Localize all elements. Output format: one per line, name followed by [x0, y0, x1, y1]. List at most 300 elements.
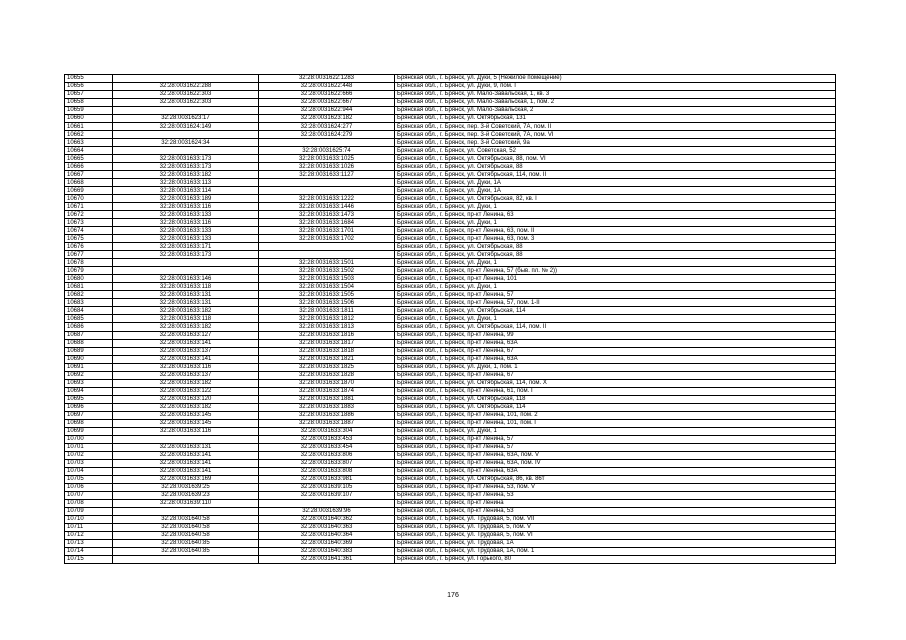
- object-cadastral-number-cell: [259, 499, 395, 507]
- address-cell: Брянская обл., г. Брянск, ул. Мало-Завальская, 1, пом. 2: [395, 99, 836, 107]
- address-cell: Брянская обл., г. Брянск, ул. Советская, 52: [395, 147, 836, 155]
- row-number-cell: 10665: [65, 155, 113, 163]
- address-cell: Брянская обл., г. Брянск, пр-кт Ленина, 63, пом. II: [395, 227, 836, 235]
- table-row: [65, 259, 836, 267]
- object-cadastral-number-cell: 32:28:0031633:1817: [259, 339, 395, 347]
- row-number-cell: 10708: [65, 499, 113, 507]
- address-cell: Брянская обл., г. Брянск, пр-кт Ленина, 57: [395, 443, 836, 451]
- table-row: [65, 507, 836, 515]
- table-row: [65, 275, 836, 283]
- object-cadastral-number-cell: 32:28:0031640:364: [259, 531, 395, 539]
- address-cell: Брянская обл., г. Брянск, пр-кт Ленина, 63А: [395, 339, 836, 347]
- object-cadastral-number-cell: 32:28:0031633:1825: [259, 363, 395, 371]
- row-number-cell: 10681: [65, 283, 113, 291]
- table-row: [65, 427, 836, 435]
- table-row: [65, 475, 836, 483]
- table-row: [65, 339, 836, 347]
- address-cell: Брянская обл., г. Брянск, пер. 3-й Советский, 9а: [395, 139, 836, 147]
- table-row: [65, 419, 836, 427]
- row-number-cell: 10675: [65, 235, 113, 243]
- row-number-cell: 10663: [65, 139, 113, 147]
- table-row: [65, 459, 836, 467]
- address-cell: Брянская обл., г. Брянск, ул. Октябрьская, 82, кв. I: [395, 195, 836, 203]
- address-cell: Брянская обл., г. Брянск, пр-кт Ленина, 63А: [395, 355, 836, 363]
- address-cell: Брянская обл., г. Брянск, пр-кт Ленина, 61, пом. I: [395, 387, 836, 395]
- land-cadastral-number-cell: 32:28:0031633:145: [113, 411, 259, 419]
- object-cadastral-number-cell: 32:28:0031633:304: [259, 427, 395, 435]
- object-cadastral-number-cell: 32:28:0031633:1881: [259, 395, 395, 403]
- address-cell: Брянская обл., г. Брянск, пр-кт Ленина, 63А, пом. V: [395, 451, 836, 459]
- row-number-cell: 10711: [65, 523, 113, 531]
- row-number-cell: 10694: [65, 387, 113, 395]
- row-number-cell: 10685: [65, 315, 113, 323]
- land-cadastral-number-cell: 32:28:0031633:131: [113, 291, 259, 299]
- object-cadastral-number-cell: 32:28:0031633:1886: [259, 411, 395, 419]
- land-cadastral-number-cell: 32:28:0031640:58: [113, 531, 259, 539]
- table-row: [65, 515, 836, 523]
- table-row: [65, 115, 836, 123]
- land-cadastral-number-cell: [113, 147, 259, 155]
- table-row: [65, 179, 836, 187]
- row-number-cell: 10658: [65, 99, 113, 107]
- table-row: [65, 363, 836, 371]
- address-cell: Брянская обл., г. Брянск, ул. Мало-Завальская, 2: [395, 107, 836, 115]
- address-cell: Брянская обл., г. Брянск, пр-кт Ленина, 67: [395, 371, 836, 379]
- table-row: [65, 219, 836, 227]
- land-cadastral-number-cell: 32:28:0031624:34: [113, 139, 259, 147]
- object-cadastral-number-cell: 32:28:0031633:1874: [259, 387, 395, 395]
- object-cadastral-number-cell: 32:28:0031633:1812: [259, 315, 395, 323]
- table-row: [65, 539, 836, 547]
- address-cell: Брянская обл., г. Брянск, пр-кт Ленина, 57, пом. 1-II: [395, 299, 836, 307]
- table-row: [65, 203, 836, 211]
- land-cadastral-number-cell: 32:28:0031633:120: [113, 395, 259, 403]
- row-number-cell: 10698: [65, 419, 113, 427]
- address-cell: Брянская обл., г. Брянск, ул. Октябрьская, 86, кв. 86т: [395, 475, 836, 483]
- land-cadastral-number-cell: 32:28:0031639:23: [113, 491, 259, 499]
- address-cell: Брянская обл., г. Брянск, ул. Трудовая, 1А, пом. 1: [395, 547, 836, 555]
- object-cadastral-number-cell: 32:28:0031633:1222: [259, 195, 395, 203]
- object-cadastral-number-cell: 32:28:0031640:362: [259, 515, 395, 523]
- row-number-cell: 10661: [65, 123, 113, 131]
- object-cadastral-number-cell: 32:28:0031633:1818: [259, 347, 395, 355]
- land-cadastral-number-cell: 32:28:0031633:173: [113, 155, 259, 163]
- object-cadastral-number-cell: [259, 139, 395, 147]
- land-cadastral-number-cell: 32:28:0031639:25: [113, 483, 259, 491]
- row-number-cell: 10677: [65, 251, 113, 259]
- row-number-cell: 10655: [65, 75, 113, 83]
- land-cadastral-number-cell: 32:28:0031633:145: [113, 419, 259, 427]
- land-cadastral-number-cell: 32:28:0031633:118: [113, 283, 259, 291]
- address-cell: Брянская обл., г. Брянск, пр-кт Ленина, 101, пом. 2: [395, 411, 836, 419]
- page-number: 176: [447, 592, 459, 599]
- table-row: [65, 443, 836, 451]
- object-cadastral-number-cell: 32:28:0031623:182: [259, 115, 395, 123]
- address-cell: Брянская обл., г. Брянск, ул. Октябрьская, 114: [395, 307, 836, 315]
- object-cadastral-number-cell: 32:28:0031622:944: [259, 107, 395, 115]
- land-cadastral-number-cell: 32:28:0031633:131: [113, 443, 259, 451]
- table-row: [65, 187, 836, 195]
- row-number-cell: 10710: [65, 515, 113, 523]
- address-cell: Брянская обл., г. Брянск, пр-кт Ленина, 57: [395, 291, 836, 299]
- address-cell: Брянская обл., г. Брянск, ул. Октябрьская, 118: [395, 395, 836, 403]
- land-cadastral-number-cell: 32:28:0031633:137: [113, 371, 259, 379]
- address-cell: Брянская обл., г. Брянск, ул. Октябрьская, 114, пом. II: [395, 171, 836, 179]
- table-row: [65, 435, 836, 443]
- table-row: [65, 171, 836, 179]
- object-cadastral-number-cell: 32:28:0031633:1887: [259, 419, 395, 427]
- land-cadastral-number-cell: 32:28:0031633:182: [113, 379, 259, 387]
- object-cadastral-number-cell: 32:28:0031633:1501: [259, 259, 395, 267]
- land-cadastral-number-cell: 32:28:0031633:133: [113, 227, 259, 235]
- row-number-cell: 10664: [65, 147, 113, 155]
- object-cadastral-number-cell: 32:28:0031633:981: [259, 475, 395, 483]
- land-cadastral-number-cell: [113, 555, 259, 563]
- table-row: [65, 267, 836, 275]
- table-row: [65, 227, 836, 235]
- address-cell: Брянская обл., г. Брянск, ул. Мало-Завальская, 1, кв. 3: [395, 91, 836, 99]
- address-cell: Брянская обл., г. Брянск, ул. Трудовая, 5, пом. V: [395, 523, 836, 531]
- land-cadastral-number-cell: 32:28:0031639:110: [113, 499, 259, 507]
- registry-table: [64, 74, 836, 564]
- address-cell: Брянская обл., г. Брянск, ул. Дуки, 1, пом. 1: [395, 363, 836, 371]
- row-number-cell: 10672: [65, 211, 113, 219]
- land-cadastral-number-cell: 32:28:0031633:182: [113, 171, 259, 179]
- row-number-cell: 10674: [65, 227, 113, 235]
- address-cell: Брянская обл., г. Брянск, пр-кт Ленина, 67: [395, 347, 836, 355]
- address-cell: Брянская обл., г. Брянск, ул. Дуки, 1: [395, 283, 836, 291]
- table-row: [65, 243, 836, 251]
- address-cell: Брянская обл., г. Брянск, пр-кт Ленина, 53, пом. V: [395, 483, 836, 491]
- table-row: [65, 123, 836, 131]
- row-number-cell: 10682: [65, 291, 113, 299]
- land-cadastral-number-cell: 32:28:0031633:116: [113, 203, 259, 211]
- row-number-cell: 10697: [65, 411, 113, 419]
- row-number-cell: 10660: [65, 115, 113, 123]
- object-cadastral-number-cell: 32:28:0031633:1502: [259, 267, 395, 275]
- address-cell: Брянская обл., г. Брянск, пр-кт Ленина, 63, пом. 3: [395, 235, 836, 243]
- land-cadastral-number-cell: 32:28:0031633:182: [113, 403, 259, 411]
- row-number-cell: 10693: [65, 379, 113, 387]
- table-row: [65, 523, 836, 531]
- row-number-cell: 10656: [65, 83, 113, 91]
- table-row: [65, 411, 836, 419]
- row-number-cell: 10666: [65, 163, 113, 171]
- object-cadastral-number-cell: 32:28:0031625:74: [259, 147, 395, 155]
- table-row: [65, 499, 836, 507]
- object-cadastral-number-cell: [259, 251, 395, 259]
- table-row: [65, 147, 836, 155]
- land-cadastral-number-cell: 32:28:0031640:85: [113, 539, 259, 547]
- table-row: [65, 235, 836, 243]
- table-row: [65, 555, 836, 563]
- address-cell: Брянская обл., г. Брянск, ул. Октябрьская, 88: [395, 163, 836, 171]
- registry-table-body: [65, 75, 836, 564]
- object-cadastral-number-cell: 32:28:0031639:107: [259, 491, 395, 499]
- row-number-cell: 10678: [65, 259, 113, 267]
- land-cadastral-number-cell: 32:28:0031633:133: [113, 235, 259, 243]
- object-cadastral-number-cell: 32:28:0031633:806: [259, 451, 395, 459]
- object-cadastral-number-cell: 32:28:0031633:807: [259, 459, 395, 467]
- land-cadastral-number-cell: 32:28:0031633:113: [113, 179, 259, 187]
- object-cadastral-number-cell: 32:28:0031633:1026: [259, 163, 395, 171]
- address-cell: Брянская обл., г. Брянск, ул. Дуки, 1: [395, 315, 836, 323]
- object-cadastral-number-cell: 32:28:0031640:363: [259, 523, 395, 531]
- object-cadastral-number-cell: 32:28:0031633:1684: [259, 219, 395, 227]
- table-row: [65, 107, 836, 115]
- address-cell: Брянская обл., г. Брянск, пр-кт Ленина, 63: [395, 211, 836, 219]
- row-number-cell: 10690: [65, 355, 113, 363]
- address-cell: Брянская обл., г. Брянск, ул. Дуки, 1А: [395, 179, 836, 187]
- land-cadastral-number-cell: 32:28:0031633:182: [113, 323, 259, 331]
- land-cadastral-number-cell: 32:28:0031623:17: [113, 115, 259, 123]
- land-cadastral-number-cell: 32:28:0031633:131: [113, 299, 259, 307]
- address-cell: Брянская обл., г. Брянск, ул. Дуки, 9, пом. I: [395, 83, 836, 91]
- address-cell: Брянская обл., г. Брянск, ул. Октябрьская, 114, пом. X: [395, 379, 836, 387]
- address-cell: Брянская обл., г. Брянск, ул. Дуки, 1: [395, 427, 836, 435]
- table-row: [65, 355, 836, 363]
- table-row: [65, 75, 836, 83]
- land-cadastral-number-cell: 32:28:0031633:118: [113, 315, 259, 323]
- land-cadastral-number-cell: [113, 507, 259, 515]
- row-number-cell: 10699: [65, 427, 113, 435]
- address-cell: Брянская обл., г. Брянск, пр-кт Ленина, 63А, пом. IV: [395, 459, 836, 467]
- object-cadastral-number-cell: 32:28:0031624:279: [259, 131, 395, 139]
- land-cadastral-number-cell: 32:28:0031633:141: [113, 459, 259, 467]
- row-number-cell: 10707: [65, 491, 113, 499]
- land-cadastral-number-cell: [113, 435, 259, 443]
- row-number-cell: 10701: [65, 443, 113, 451]
- table-row: [65, 483, 836, 491]
- row-number-cell: 10683: [65, 299, 113, 307]
- object-cadastral-number-cell: 32:28:0031622:667: [259, 99, 395, 107]
- row-number-cell: 10706: [65, 483, 113, 491]
- address-cell: Брянская обл., г. Брянск, пер. 3-й Советский, 7А, пом. VI: [395, 131, 836, 139]
- table-row: [65, 83, 836, 91]
- land-cadastral-number-cell: [113, 107, 259, 115]
- row-number-cell: 10689: [65, 347, 113, 355]
- table-row: [65, 131, 836, 139]
- land-cadastral-number-cell: 32:28:0031633:141: [113, 451, 259, 459]
- land-cadastral-number-cell: 32:28:0031633:141: [113, 355, 259, 363]
- table-row: [65, 139, 836, 147]
- object-cadastral-number-cell: 32:28:0031633:1702: [259, 235, 395, 243]
- object-cadastral-number-cell: 32:28:0031633:453: [259, 435, 395, 443]
- address-cell: Брянская обл., г. Брянск, ул. Дуки, 1: [395, 203, 836, 211]
- table-row: [65, 347, 836, 355]
- row-number-cell: 10687: [65, 331, 113, 339]
- table-row: [65, 371, 836, 379]
- address-cell: Брянская обл., г. Брянск, пер. 3-й Советский, 7А, пом. II: [395, 123, 836, 131]
- table-row: [65, 531, 836, 539]
- object-cadastral-number-cell: 32:28:0031633:1828: [259, 371, 395, 379]
- land-cadastral-number-cell: 32:28:0031640:58: [113, 515, 259, 523]
- table-row: [65, 99, 836, 107]
- land-cadastral-number-cell: 32:28:0031633:137: [113, 347, 259, 355]
- land-cadastral-number-cell: 32:28:0031633:146: [113, 275, 259, 283]
- table-row: [65, 251, 836, 259]
- address-cell: Брянская обл., г. Брянск, пр-кт Ленина, 53: [395, 507, 836, 515]
- address-cell: Брянская обл., г. Брянск, пр-кт Ленина, 57: [395, 435, 836, 443]
- object-cadastral-number-cell: 32:28:0031633:1883: [259, 403, 395, 411]
- table-row: [65, 547, 836, 555]
- address-cell: Брянская обл., г. Брянск, ул. Октябрьская, 88: [395, 251, 836, 259]
- land-cadastral-number-cell: 32:28:0031633:173: [113, 251, 259, 259]
- row-number-cell: 10657: [65, 91, 113, 99]
- row-number-cell: 10695: [65, 395, 113, 403]
- row-number-cell: 10671: [65, 203, 113, 211]
- object-cadastral-number-cell: 32:28:0031633:1127: [259, 171, 395, 179]
- row-number-cell: 10692: [65, 371, 113, 379]
- land-cadastral-number-cell: 32:28:0031633:116: [113, 427, 259, 435]
- address-cell: Брянская обл., г. Брянск, ул. Трудовая, 5, пом. VI: [395, 531, 836, 539]
- address-cell: Брянская обл., г. Брянск, ул. Дуки, 1А: [395, 187, 836, 195]
- address-cell: Брянская обл., г. Брянск, ул. Трудовая, 5, пом. VII: [395, 515, 836, 523]
- object-cadastral-number-cell: 32:28:0031633:1505: [259, 291, 395, 299]
- object-cadastral-number-cell: 32:28:0031640:383: [259, 547, 395, 555]
- land-cadastral-number-cell: [113, 259, 259, 267]
- table-row: [65, 467, 836, 475]
- row-number-cell: 10659: [65, 107, 113, 115]
- address-cell: Брянская обл., г. Брянск, ул. Октябрьская, 114: [395, 403, 836, 411]
- object-cadastral-number-cell: 32:28:0031633:1816: [259, 331, 395, 339]
- address-cell: Брянская обл., г. Брянск, пр-кт Ленина, 101, пом. I: [395, 419, 836, 427]
- object-cadastral-number-cell: 32:28:0031639:105: [259, 483, 395, 491]
- address-cell: Брянская обл., г. Брянск, пр-кт Ленина, 99: [395, 331, 836, 339]
- object-cadastral-number-cell: 32:28:0031640:369: [259, 539, 395, 547]
- land-cadastral-number-cell: 32:28:0031640:58: [113, 523, 259, 531]
- table-row: [65, 307, 836, 315]
- row-number-cell: 10715: [65, 555, 113, 563]
- object-cadastral-number-cell: 32:28:0031639:96: [259, 507, 395, 515]
- row-number-cell: 10673: [65, 219, 113, 227]
- land-cadastral-number-cell: 32:28:0031633:116: [113, 363, 259, 371]
- row-number-cell: 10691: [65, 363, 113, 371]
- object-cadastral-number-cell: 32:28:0031633:1821: [259, 355, 395, 363]
- address-cell: Брянская обл., г. Брянск, пр-кт Ленина: [395, 499, 836, 507]
- table-row: [65, 451, 836, 459]
- row-number-cell: 10684: [65, 307, 113, 315]
- row-number-cell: 10680: [65, 275, 113, 283]
- row-number-cell: 10667: [65, 171, 113, 179]
- address-cell: Брянская обл., г. Брянск, ул. Дуки, 5 (Нежилое помещение): [395, 75, 836, 83]
- object-cadastral-number-cell: 32:28:0031633:1506: [259, 299, 395, 307]
- address-cell: Брянская обл., г. Брянск, пр-кт Ленина, 63А: [395, 467, 836, 475]
- land-cadastral-number-cell: 32:28:0031624:149: [113, 123, 259, 131]
- object-cadastral-number-cell: 32:28:0031622:1283: [259, 75, 395, 83]
- object-cadastral-number-cell: [259, 179, 395, 187]
- address-cell: Брянская обл., г. Брянск, ул. Дуки, 1: [395, 259, 836, 267]
- row-number-cell: 10705: [65, 475, 113, 483]
- row-number-cell: 10696: [65, 403, 113, 411]
- address-cell: Брянская обл., г. Брянск, ул. Горького, 80: [395, 555, 836, 563]
- object-cadastral-number-cell: 32:28:0031633:454: [259, 443, 395, 451]
- land-cadastral-number-cell: 32:28:0031640:85: [113, 547, 259, 555]
- row-number-cell: 10662: [65, 131, 113, 139]
- address-cell: Брянская обл., г. Брянск, ул. Октябрьская, 131: [395, 115, 836, 123]
- object-cadastral-number-cell: [259, 243, 395, 251]
- land-cadastral-number-cell: 32:28:0031622:303: [113, 99, 259, 107]
- land-cadastral-number-cell: 32:28:0031633:114: [113, 187, 259, 195]
- object-cadastral-number-cell: 32:28:0031633:1870: [259, 379, 395, 387]
- land-cadastral-number-cell: 32:28:0031633:116: [113, 219, 259, 227]
- row-number-cell: 10679: [65, 267, 113, 275]
- table-row: [65, 163, 836, 171]
- land-cadastral-number-cell: 32:28:0031633:173: [113, 163, 259, 171]
- object-cadastral-number-cell: 32:28:0031622:666: [259, 91, 395, 99]
- row-number-cell: 10700: [65, 435, 113, 443]
- object-cadastral-number-cell: 32:28:0031633:1701: [259, 227, 395, 235]
- row-number-cell: 10709: [65, 507, 113, 515]
- table-row: [65, 315, 836, 323]
- row-number-cell: 10713: [65, 539, 113, 547]
- land-cadastral-number-cell: 32:28:0031633:141: [113, 339, 259, 347]
- address-cell: Брянская обл., г. Брянск, пр-кт Ленина, 101: [395, 275, 836, 283]
- table-row: [65, 283, 836, 291]
- land-cadastral-number-cell: 32:28:0031633:169: [113, 475, 259, 483]
- land-cadastral-number-cell: 32:28:0031622:303: [113, 91, 259, 99]
- address-cell: Брянская обл., г. Брянск, ул. Трудовая, 1А: [395, 539, 836, 547]
- object-cadastral-number-cell: 32:28:0031633:1473: [259, 211, 395, 219]
- row-number-cell: 10703: [65, 459, 113, 467]
- object-cadastral-number-cell: 32:28:0031633:1446: [259, 203, 395, 211]
- land-cadastral-number-cell: [113, 75, 259, 83]
- land-cadastral-number-cell: 32:28:0031622:288: [113, 83, 259, 91]
- address-cell: Брянская обл., г. Брянск, ул. Дуки, 1: [395, 219, 836, 227]
- table-row: [65, 299, 836, 307]
- row-number-cell: 10714: [65, 547, 113, 555]
- table-row: [65, 387, 836, 395]
- land-cadastral-number-cell: 32:28:0031633:171: [113, 243, 259, 251]
- object-cadastral-number-cell: 32:28:0031622:448: [259, 83, 395, 91]
- land-cadastral-number-cell: [113, 267, 259, 275]
- address-cell: Брянская обл., г. Брянск, пр-кт Ленина, 57 (быв. пл. № 2)): [395, 267, 836, 275]
- object-cadastral-number-cell: 32:28:0031633:1811: [259, 307, 395, 315]
- row-number-cell: 10668: [65, 179, 113, 187]
- object-cadastral-number-cell: 32:28:0031633:1503: [259, 275, 395, 283]
- row-number-cell: 10702: [65, 451, 113, 459]
- address-cell: Брянская обл., г. Брянск, ул. Октябрьская, 88, пом. VI: [395, 155, 836, 163]
- address-cell: Брянская обл., г. Брянск, ул. Октябрьская, 114, пом. II: [395, 323, 836, 331]
- table-row: [65, 331, 836, 339]
- row-number-cell: 10686: [65, 323, 113, 331]
- table-row: [65, 395, 836, 403]
- land-cadastral-number-cell: 32:28:0031633:189: [113, 195, 259, 203]
- row-number-cell: 10704: [65, 467, 113, 475]
- row-number-cell: 10669: [65, 187, 113, 195]
- object-cadastral-number-cell: 32:28:0031633:808: [259, 467, 395, 475]
- object-cadastral-number-cell: 32:28:0031633:1025: [259, 155, 395, 163]
- table-row: [65, 323, 836, 331]
- address-cell: Брянская обл., г. Брянск, ул. Октябрьская, 88: [395, 243, 836, 251]
- land-cadastral-number-cell: [113, 131, 259, 139]
- object-cadastral-number-cell: 32:28:0031624:277: [259, 123, 395, 131]
- land-cadastral-number-cell: 32:28:0031633:182: [113, 307, 259, 315]
- object-cadastral-number-cell: 32:28:0031641:361: [259, 555, 395, 563]
- row-number-cell: 10712: [65, 531, 113, 539]
- table-row: [65, 379, 836, 387]
- row-number-cell: 10688: [65, 339, 113, 347]
- land-cadastral-number-cell: 32:28:0031633:133: [113, 211, 259, 219]
- object-cadastral-number-cell: 32:28:0031633:1813: [259, 323, 395, 331]
- land-cadastral-number-cell: 32:28:0031633:127: [113, 331, 259, 339]
- table-row: [65, 155, 836, 163]
- table-row: [65, 491, 836, 499]
- table-row: [65, 195, 836, 203]
- table-row: [65, 211, 836, 219]
- address-cell: Брянская обл., г. Брянск, пр-кт Ленина, 53: [395, 491, 836, 499]
- object-cadastral-number-cell: [259, 187, 395, 195]
